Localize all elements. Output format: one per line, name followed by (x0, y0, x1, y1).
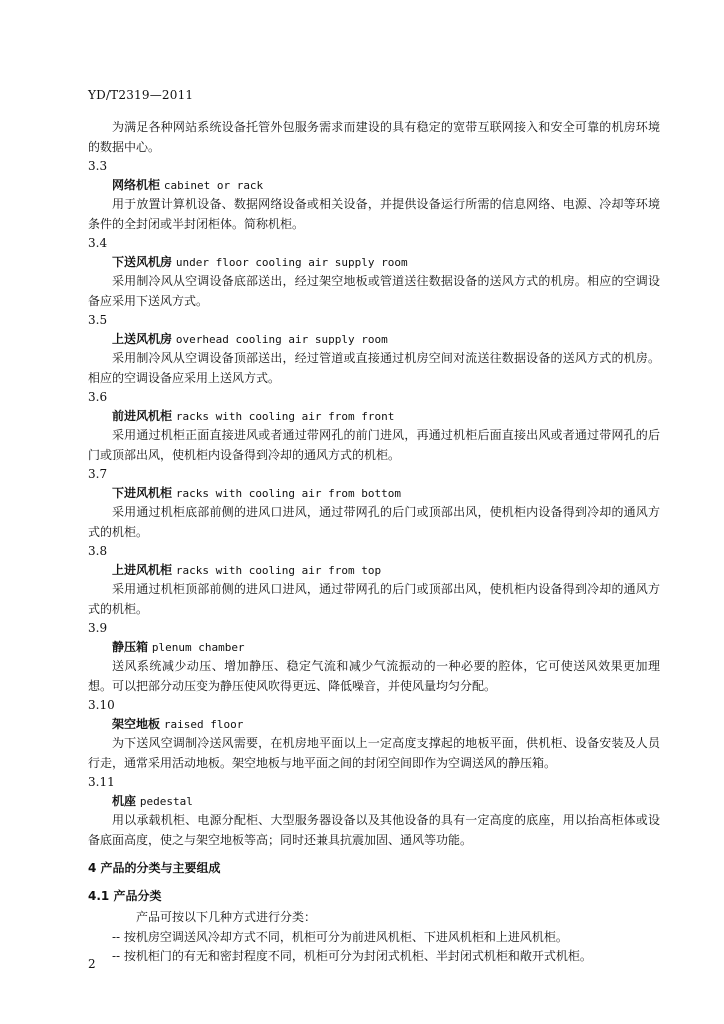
subsection-number: 4.1 (88, 889, 110, 903)
term-title (88, 792, 660, 811)
term-en: raised floor (163, 718, 244, 731)
term-title (88, 561, 660, 580)
term-entry (88, 542, 660, 619)
term-en: racks with cooling air from bottom (175, 487, 402, 500)
term-number: 3.9 (88, 621, 108, 635)
term-en: racks with cooling air from front (175, 410, 395, 423)
term-number: 3.11 (88, 775, 115, 789)
term-en: overhead cooling air supply room (175, 333, 388, 346)
term-title (88, 407, 660, 426)
term-number: 3.7 (88, 467, 108, 481)
section-number: 4 (88, 861, 97, 875)
term-en: pedestal (139, 795, 193, 808)
term-title (88, 253, 660, 272)
term-number: 3.8 (88, 544, 108, 558)
term-definition: 用于放置计算机设备、数据网络设备或相关设备，并提供设备运行所需的信息网络、电源、冷却等环境条件的全封闭或半封闭柜体。简称机柜。 (88, 197, 660, 231)
term-number: 3.10 (88, 698, 115, 712)
term-definition: 为下送风空调制冷送风需要，在机房地平面以上一定高度支撑起的地板平面，供机柜、设备安装及人员行走，通常采用活动地板。架空地板与地平面之间的封闭空间即作为空调送风的静压箱。 (88, 736, 660, 770)
term-definition: 采用制冷风从空调设备底部送出，经过架空地板或管道送往数据设备的送风方式的机房。相应的空调设备应采用下送风方式。 (88, 274, 660, 308)
term-zh: 前进风机柜 (112, 409, 173, 423)
term-en: plenum chamber (151, 641, 245, 654)
term-entry (88, 311, 660, 388)
term-definition: 用以承载机柜、电源分配柜、大型服务器设备以及其他设备的具有一定高度的底座，用以抬高柜体或设备底面高度，使之与架空地板等高；同时还兼具抗震加固、通风等功能。 (88, 813, 660, 847)
section-title: 产品的分类与主要组成 (100, 861, 221, 875)
term-en: under floor cooling air supply room (175, 256, 408, 269)
term-entry (88, 465, 660, 542)
term-en: racks with cooling air from top (175, 564, 382, 577)
term-number: 3.3 (88, 159, 108, 173)
classification-item: -- 按机柜门的有无和密封程度不同，机柜可分为封闭式机柜、半封闭式机柜和敞开式机柜。 (112, 949, 592, 963)
term-en: cabinet or rack (163, 179, 264, 192)
intro-paragraph: 为满足各种网站系统设备托管外包服务需求而建设的具有稳定的宽带互联网接入和安全可靠的机房环境的数据中心。 (88, 120, 660, 154)
term-zh: 架空地板 (112, 717, 161, 731)
term-entry (88, 773, 660, 850)
classification-intro: 产品可按以下几种方式进行分类： (136, 910, 317, 924)
term-title (88, 484, 660, 503)
term-number: 3.5 (88, 313, 108, 327)
term-definition: 采用通过机柜底部前侧的进风口进风，通过带网孔的后门或顶部出风，使机柜内设备得到冷却的通风方式的机柜。 (88, 505, 660, 539)
term-zh: 静压箱 (112, 640, 149, 654)
term-zh: 网络机柜 (112, 178, 161, 192)
subsection-title: 产品分类 (113, 889, 162, 903)
term-number: 3.4 (88, 236, 108, 250)
term-zh: 机座 (112, 794, 137, 808)
page-content (88, 118, 660, 967)
term-zh: 上送风机房 (112, 332, 173, 346)
standard-code-header: YD/T2319—2011 (88, 88, 194, 102)
term-definition: 采用通过机柜正面直接进风或者通过带网孔的前门进风，再通过机柜后面直接出风或者通过带网孔的后门或顶部出风，使机柜内设备得到冷却的通风方式的机柜。 (88, 428, 660, 462)
term-entry (88, 619, 660, 696)
term-entry (88, 388, 660, 465)
classification-item: -- 按机房空调送风冷却方式不同，机柜可分为前进风机柜、下进风机柜和上进风机柜。 (112, 929, 568, 944)
term-title (88, 715, 660, 734)
term-entry (88, 157, 660, 234)
term-title (88, 330, 660, 349)
subsection-heading (88, 886, 660, 906)
term-title (88, 176, 660, 195)
term-definition: 采用制冷风从空调设备顶部送出，经过管道或直接通过机房空间对流送往数据设备的送风方式的机房。相应的空调设备应采用上送风方式。 (88, 351, 660, 385)
term-definition: 采用通过机柜顶部前侧的进风口进风，通过带网孔的后门或顶部出风，使机柜内设备得到冷却的通风方式的机柜。 (88, 582, 660, 616)
term-number: 3.6 (88, 390, 108, 404)
page-number: 2 (88, 957, 96, 971)
term-definition: 送风系统减少动压、增加静压、稳定气流和减少气流振动的一种必要的腔体，它可使送风效果更加理想。可以把部分动压变为静压使风吹得更远、降低噪音，并使风量均匀分配。 (88, 659, 660, 693)
term-zh: 下送风机房 (112, 255, 173, 269)
term-entry (88, 696, 660, 773)
section-heading (88, 858, 660, 878)
term-entry (88, 234, 660, 311)
term-title (88, 638, 660, 657)
term-zh: 下进风机柜 (112, 486, 173, 500)
term-zh: 上进风机柜 (112, 563, 173, 577)
